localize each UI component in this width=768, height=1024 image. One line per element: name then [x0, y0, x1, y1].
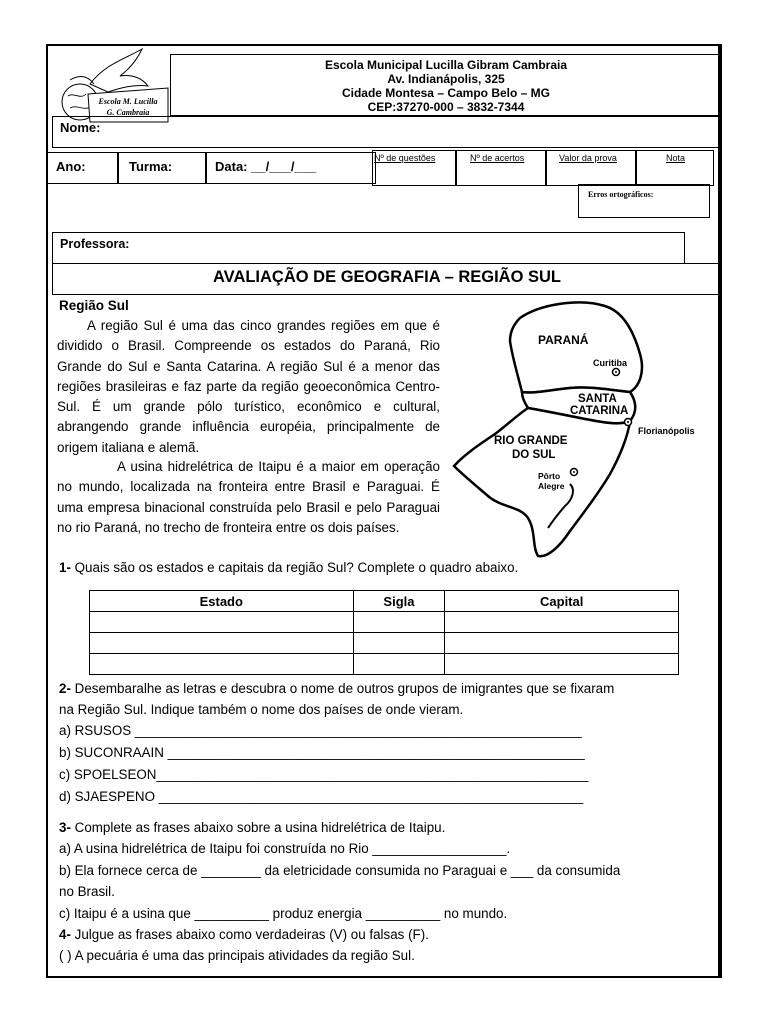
- question-2-number: 2-: [59, 681, 71, 696]
- question-2-item-b[interactable]: b) SUCONRAAIN ________________________________________________________: [59, 745, 585, 760]
- map-label-alegre: Alegre: [538, 481, 565, 491]
- question-1: [59, 560, 518, 575]
- cell-estado[interactable]: [90, 654, 354, 675]
- nome-label: Nome:: [60, 120, 101, 135]
- professora-box: [52, 232, 685, 264]
- acertos-label: Nº de acertos: [470, 153, 525, 163]
- school-logo: [50, 44, 172, 124]
- map-label-florianopolis: Florianópolis: [638, 426, 695, 436]
- question-3-item-b-2: no Brasil.: [59, 884, 115, 899]
- question-3-item-a[interactable]: a) A usina hidrelétrica de Itaipu foi construída no Rio __________________.: [59, 841, 511, 856]
- cell-sigla[interactable]: [353, 633, 445, 654]
- cell-sigla[interactable]: [353, 612, 445, 633]
- paragraph-regiao-sul: A região Sul é uma das cinco grandes regiões em que é dividido o Brasil. Compreende os estados do Paraná, Rio Grande do Sul e Santa Catarina. A região Sul é a menor das regiões brasileiras e faz parte da região geoeconômica Centro-Sul. É um grande pólo turístico, econômico e cultural, abrangendo grande influência européia, principalmente de origem italiana e alemã.: [57, 318, 440, 455]
- ano-label: Ano:: [56, 159, 86, 174]
- cell-capital[interactable]: [445, 612, 679, 633]
- map-label-curitiba: Curitiba: [593, 358, 628, 368]
- school-name: Escola Municipal Lucilla Gibram Cambraia: [324, 58, 568, 72]
- map-label-do-sul: DO SUL: [512, 449, 556, 461]
- nome-box: [52, 116, 722, 148]
- cell-sigla[interactable]: [353, 654, 445, 675]
- section-title: Região Sul: [59, 298, 129, 313]
- school-city: Cidade Montesa – Campo Belo – MG: [341, 86, 551, 100]
- logo-text-1: Escola M. Lucilla: [98, 97, 158, 106]
- school-cep: CEP:37270-000 – 3832-7344: [367, 100, 525, 114]
- questoes-label: Nº de questões: [374, 153, 436, 163]
- header-estado: Estado: [90, 591, 354, 612]
- question-1-number: 1-: [59, 560, 71, 575]
- question-2-item-c[interactable]: c) SPOELSEON__________________________________________________________: [59, 767, 589, 782]
- question-4-text: Julgue as frases abaixo como verdadeiras (V) ou falsas (F).: [70, 927, 429, 942]
- header-sigla: Sigla: [353, 591, 445, 612]
- question-3-text: Complete as frases abaixo sobre a usina hidrelétrica de Itaipu.: [70, 820, 446, 835]
- school-address: Av. Indianápolis, 325: [387, 72, 505, 86]
- question-3-item-b-1[interactable]: b) Ela fornece cerca de ________ da eletricidade consumida no Paraguai e ___ da consumida: [59, 863, 621, 878]
- table-row: [90, 654, 679, 675]
- question-3-number: 3-: [59, 820, 71, 835]
- question-3-item-c[interactable]: c) Itaipu é a usina que __________ produz energia __________ no mundo.: [59, 906, 508, 921]
- erros-label: Erros ortográficos:: [588, 190, 654, 199]
- question-2-text-1: Desembaralhe as letras e descubra o nome de outros grupos de imigrantes que se fixaram: [70, 681, 615, 696]
- map-label-catarina: CATARINA: [570, 405, 629, 417]
- nota-label: Nota: [666, 153, 686, 163]
- table-row: [90, 612, 679, 633]
- question-4-item[interactable]: ( ) A pecuária é uma das principais atividades da região Sul.: [59, 948, 415, 963]
- paragraph-itaipu: A usina hidrelétrica de Itaipu é a maior em operação no mundo, localizada na fronteira entre Brasil e Paraguai. É uma empresa binacional construída pelo Brasil e pelo Paraguai no rio Paraná, no trecho de fronteira entre os dois países.: [57, 459, 440, 535]
- cell-capital[interactable]: [445, 633, 679, 654]
- question-4-number: 4-: [59, 927, 71, 942]
- page-title: AVALIAÇÃO DE GEOGRAFIA – REGIÃO SUL: [212, 268, 562, 286]
- professora-label: Professora:: [60, 237, 130, 251]
- data-label: Data: __/___/___: [215, 159, 317, 174]
- header-capital: Capital: [445, 591, 679, 612]
- table-row: [90, 633, 679, 654]
- map-label-parana: PARANÁ: [538, 333, 589, 347]
- cell-capital[interactable]: [445, 654, 679, 675]
- south-region-map: [440, 296, 712, 564]
- states-table: [89, 590, 679, 675]
- map-label-santa: SANTA: [578, 393, 617, 405]
- question-1-text: Quais são os estados e capitais da região Sul? Complete o quadro abaixo.: [70, 560, 519, 575]
- question-2-text-2: na Região Sul. Indique também o nome dos países de onde vieram.: [59, 702, 464, 717]
- map-label-rio-grande: RIO GRANDE: [494, 435, 568, 447]
- states-table-header: [90, 591, 679, 612]
- turma-label: Turma:: [129, 159, 173, 174]
- cell-estado[interactable]: [90, 633, 354, 654]
- question-2-item-d[interactable]: d) SJAESPENO _________________________________________________________: [59, 789, 584, 804]
- question-2-item-a[interactable]: a) RSUSOS ____________________________________________________________: [59, 723, 582, 738]
- valor-label: Valor da prova: [559, 153, 617, 163]
- cell-estado[interactable]: [90, 612, 354, 633]
- page-frame-shadow: [718, 44, 722, 978]
- question-3-line: [59, 820, 445, 835]
- map-label-porto: Pôrto: [538, 471, 561, 481]
- question-2-line-1: [59, 681, 614, 696]
- question-4-line: [59, 927, 429, 942]
- logo-text-2: G. Cambraia: [106, 108, 150, 117]
